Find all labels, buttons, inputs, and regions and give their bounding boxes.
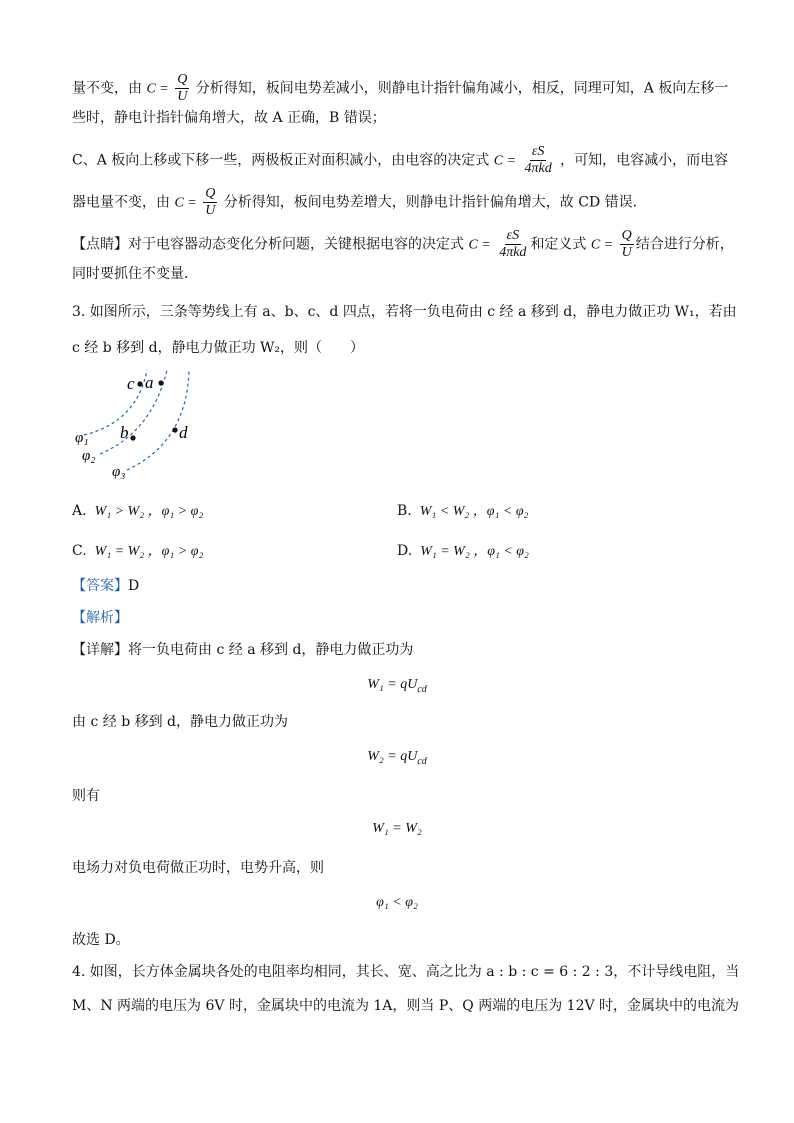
q3-line1: 3. 如图所示，三条等势线上有 a、b、c、d 四点，若将一负电荷由 c 经 a 移到 d，静电力做正功 W₁，若由 <box>72 304 737 320</box>
label-c: c <box>127 374 135 393</box>
answer-value: D <box>128 578 140 594</box>
option-text: W₁ < W₂ ，φ₁ < φ₂ <box>419 504 529 519</box>
option-label: C. <box>72 543 87 559</box>
equation-1 <box>0 676 794 695</box>
fraction-capacitance <box>522 144 553 177</box>
para2-line2 <box>72 186 722 219</box>
text: 和定义式 <box>530 236 587 253</box>
text: 量不变，由 <box>72 80 142 97</box>
text: 分析得知，板间电势差减小，则静电计指针偏角减小，相反，同理可知，A 板向左移一 <box>195 80 729 97</box>
text: 对于电容器动态变化分析问题，关键根据电容的决定式 <box>128 236 464 253</box>
note-tag: 【点睛】 <box>72 236 128 253</box>
detail-tag: 【详解】 <box>72 642 128 658</box>
numerator: Q <box>177 72 188 87</box>
numerator: εS <box>506 228 520 243</box>
denominator: U <box>205 203 216 218</box>
option-text: W₁ = W₂ ，φ₁ < φ₂ <box>420 544 529 559</box>
detail-line3: 则有 <box>72 788 100 804</box>
subscript: cd <box>417 683 427 695</box>
subscript: cd <box>417 755 427 767</box>
label-b: b <box>120 423 129 442</box>
q4-line2: M、N 两端的电压为 6V 时，金属块中的电流为 1A，则当 P、Q 两端的电压为 12V 时，金属块中的电流为 <box>72 998 740 1014</box>
option-label: B. <box>397 503 412 519</box>
option-b <box>397 500 528 520</box>
option-label: A. <box>72 503 87 519</box>
note-line2: 同时要抓住不变量． <box>72 266 198 282</box>
equation: C = <box>590 237 614 253</box>
equipotential-line-3 <box>127 370 189 470</box>
option-a <box>72 500 203 520</box>
equation: C = <box>174 195 197 211</box>
denominator: U <box>621 245 632 260</box>
conclusion: 故选 D。 <box>72 932 130 948</box>
numerator: εS <box>531 144 545 159</box>
label-phi3: φ₃ <box>112 464 126 480</box>
equipotential-line-1 <box>84 370 147 435</box>
point-a <box>158 380 163 385</box>
label-a: a <box>145 373 154 392</box>
equation-text: W₁ = qU <box>367 677 418 692</box>
equation-text: W₁ = W₂ <box>372 821 422 836</box>
fraction-q-over-u <box>203 186 217 219</box>
para2-line1 <box>72 144 729 177</box>
option-d <box>397 540 529 560</box>
q3-line2: c 经 b 移到 d，静电力做正功 W₂，则（ ） <box>72 340 365 356</box>
numerator: Q <box>621 228 632 243</box>
q4-line1: 4. 如图，长方体金属块各处的电阻率均相同，其长、宽、高之比为 a : b : c = 6 : 2 : 3，不计导线电阻，当 <box>72 964 740 980</box>
answer-line <box>72 576 722 596</box>
equation: C = <box>493 153 517 169</box>
equation: C = <box>146 81 169 97</box>
text: C、A 板向上移或下移一些，两极板正对面积减小，由电容的决定式 <box>72 152 490 169</box>
point-d <box>172 427 177 432</box>
detail-line4: 电场力对负电荷做正功时，电势升高，则 <box>72 860 324 876</box>
equipotential-figure <box>72 362 212 487</box>
option-text: W₁ = W₂ ，φ₁ > φ₂ <box>94 544 204 559</box>
text: 器电量不变，由 <box>72 194 170 211</box>
label-phi2: φ₂ <box>82 448 96 464</box>
fraction-q-over-u <box>620 228 634 261</box>
text: 将一负电荷由 c 经 a 移到 d，静电力做正功为 <box>128 642 414 658</box>
answer-tag: 【答案】 <box>72 578 128 594</box>
text: 结合进行分析， <box>635 236 734 253</box>
denominator: 4πkd <box>499 245 527 260</box>
point-c <box>137 381 142 386</box>
equation: C = <box>468 237 491 253</box>
denominator: U <box>177 89 188 104</box>
denominator: 4πkd <box>524 161 552 176</box>
equation-text: φ₁ < φ₂ <box>376 895 418 910</box>
equation-2 <box>0 748 794 767</box>
fraction-q-over-u <box>175 72 189 105</box>
detail-line2: 由 c 经 b 移到 d，静电力做正功为 <box>72 714 289 730</box>
option-label: D. <box>397 543 413 559</box>
equation-3 <box>0 820 794 837</box>
para1-line1 <box>72 72 729 105</box>
option-c <box>72 540 203 560</box>
equation-text: W₂ = qU <box>367 749 418 764</box>
numerator: Q <box>205 186 216 201</box>
label-d: d <box>179 423 188 442</box>
equation-4 <box>0 894 794 911</box>
text: ，可知，电容减小，而电容 <box>560 152 729 169</box>
label-phi1: φ₁ <box>75 430 89 446</box>
note-line1 <box>72 228 734 261</box>
option-text: W₁ > W₂ ，φ₁ > φ₂ <box>94 504 204 519</box>
analysis-tag: 【解析】 <box>72 610 128 626</box>
text: 分析得知，板间电势差增大，则静电计指针偏角增大，故 CD 错误． <box>223 194 647 211</box>
point-b <box>130 435 135 440</box>
fraction-capacitance <box>497 228 528 261</box>
para1-line2: 些时，静电计指针偏角增大，故 A 正确，B 错误； <box>72 110 386 126</box>
detail-line1 <box>72 640 722 660</box>
analysis-line <box>72 608 722 628</box>
